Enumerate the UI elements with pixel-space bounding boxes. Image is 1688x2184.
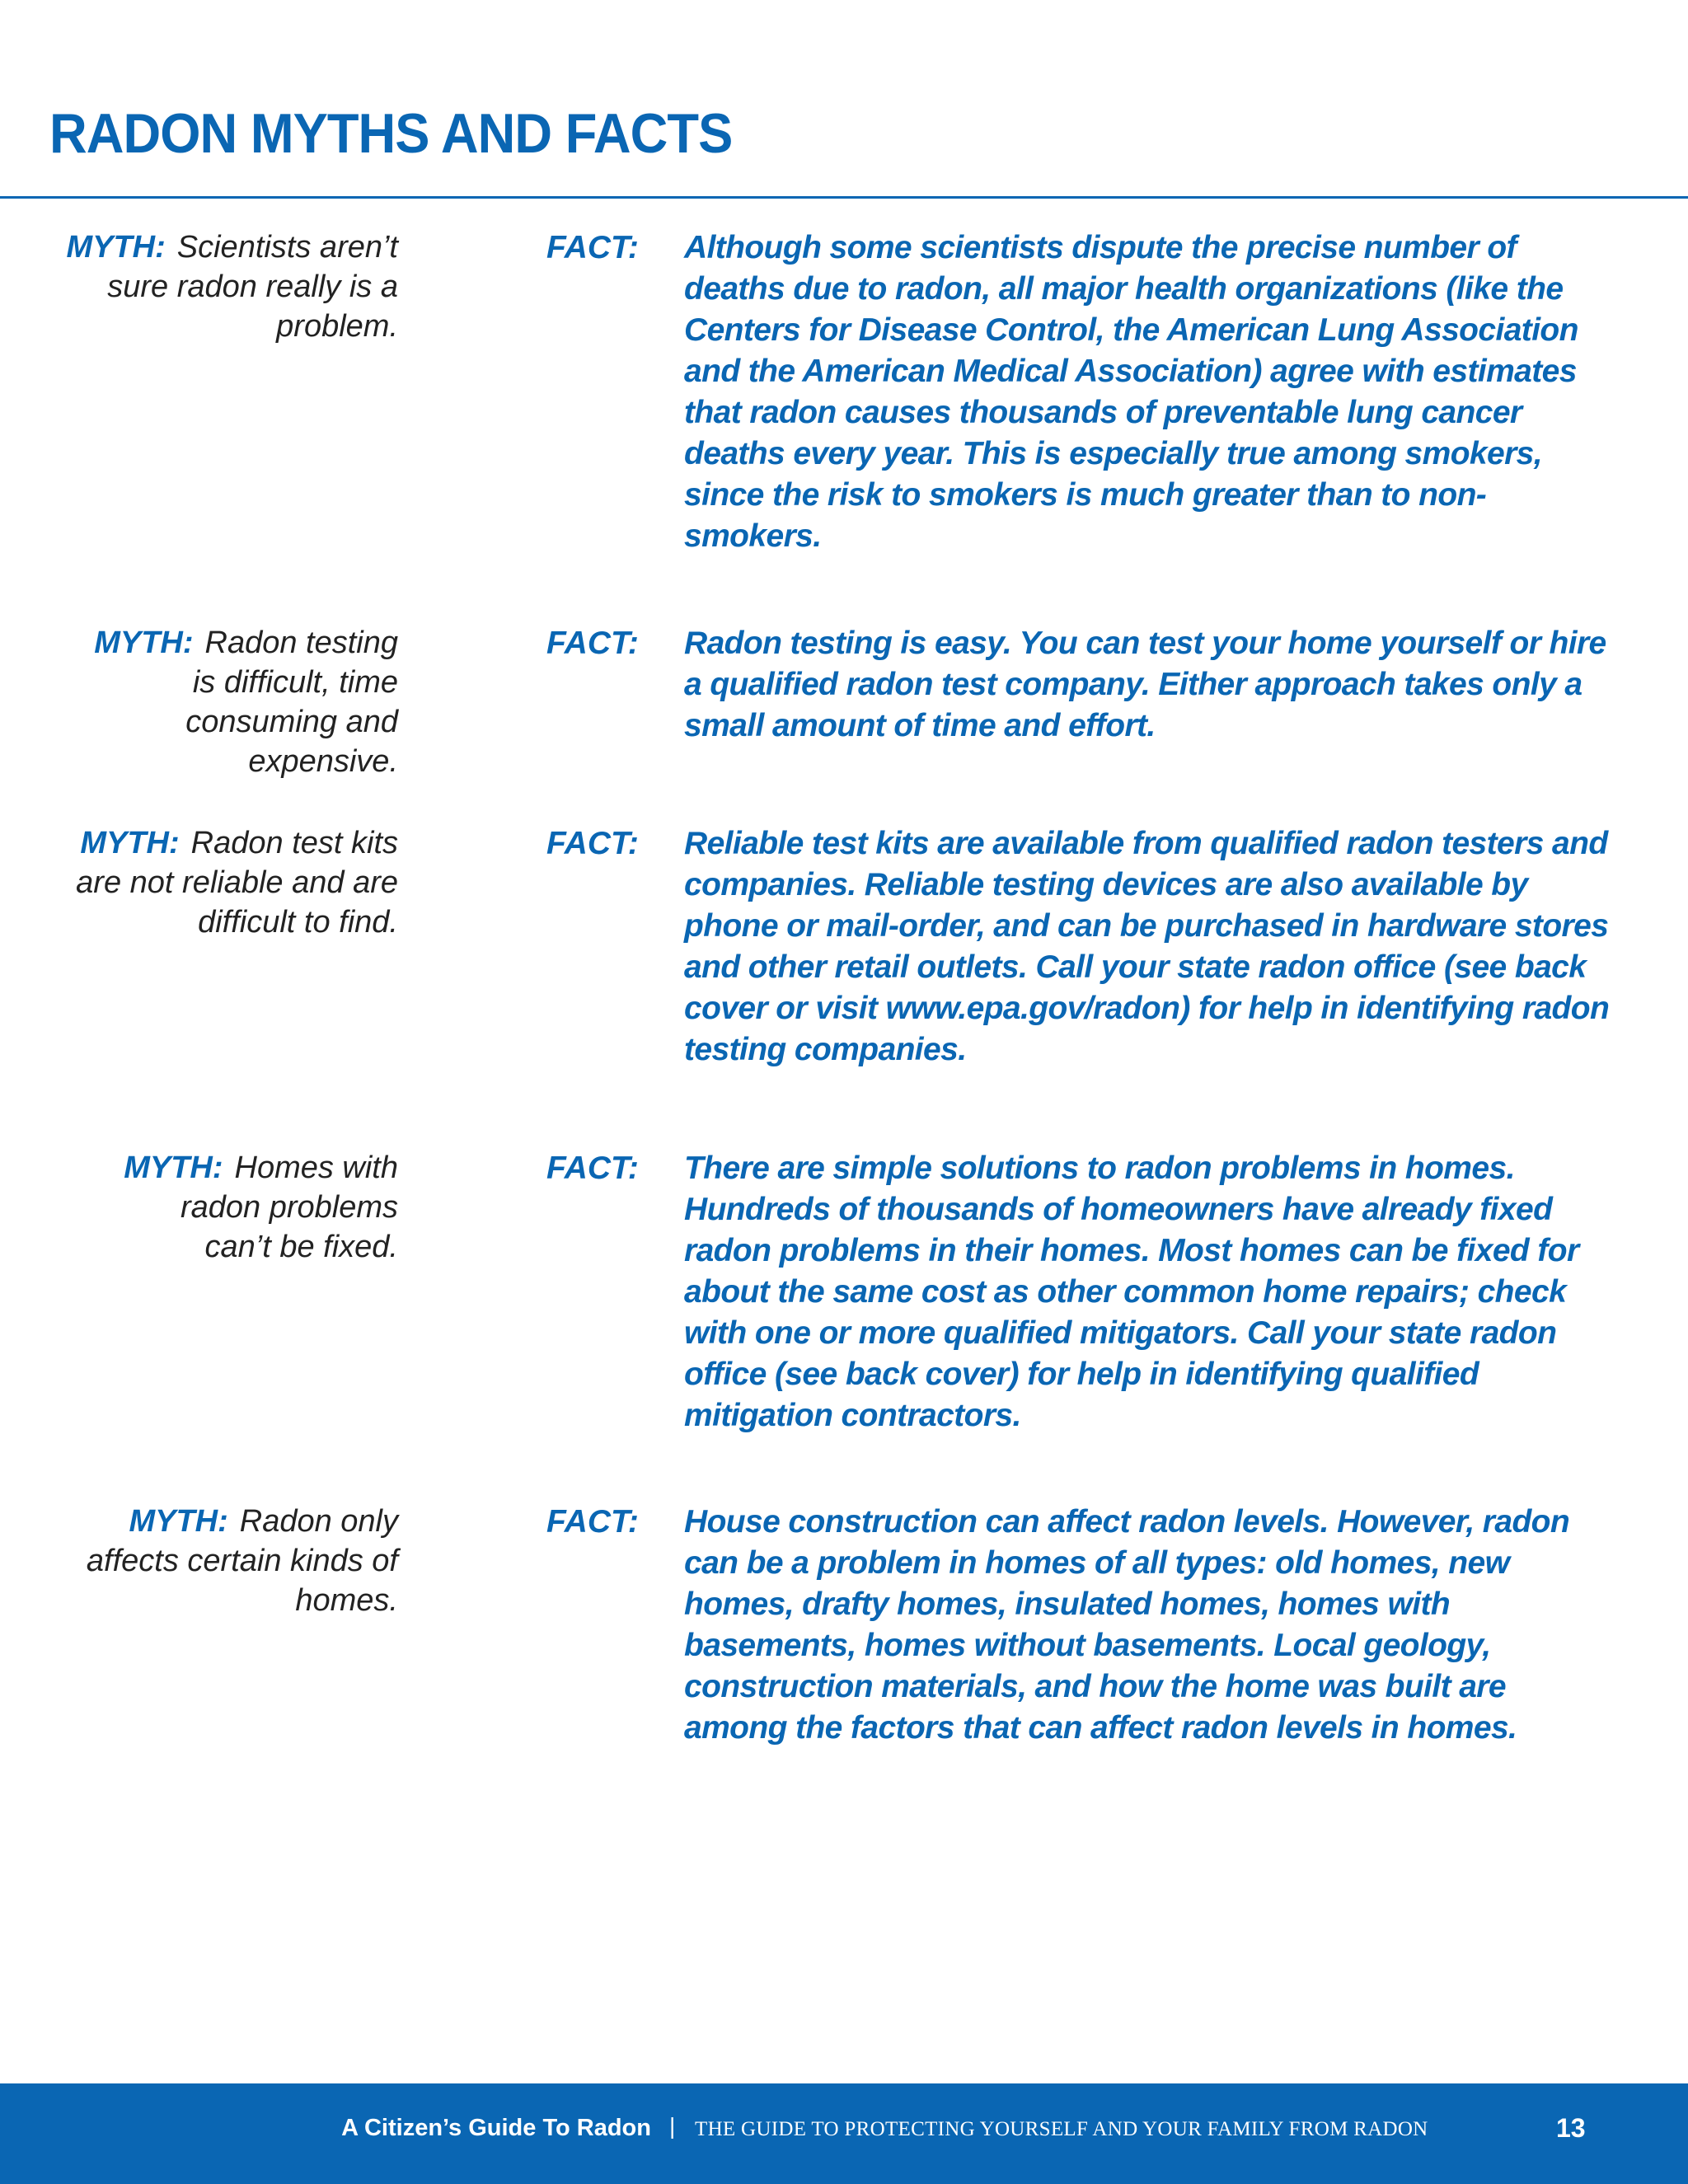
footer-band: [0, 2083, 1688, 2184]
footer-tagline: THE GUIDE TO PROTECTING YOURSELF AND YOUR FAMILY FROM RADON: [695, 2118, 1428, 2140]
fact-label: FACT:: [546, 230, 639, 265]
myth-text: Scientists aren’t sure radon really is a problem.: [107, 230, 398, 344]
fact-text: Radon testing is easy. You can test your home yourself or hire a qualified radon test company. Either approach takes only a small amount of time and effort.: [684, 626, 1606, 743]
fact-text: House construction can affect radon levels. However, radon can be a problem in homes of all types: old homes, new homes, drafty homes, insulated homes, homes with basements, homes without basements. Local geology, construction materials, and how the home was built are among the factors that can affect radon levels in homes.: [684, 1504, 1570, 1746]
myth-statement: [52, 227, 398, 346]
myth-label: MYTH:: [80, 826, 180, 860]
footer: [0, 2083, 1688, 2184]
fact-label: FACT:: [546, 826, 639, 861]
page-title: RADON MYTHS AND FACTS: [49, 102, 733, 165]
myth-text: Radon test kits are not reliable and are difficult to find.: [76, 826, 398, 940]
fact-text: Reliable test kits are available from qualified radon testers and companies. Reliable testing devices are also available by phone or mail-order, and can be purchased in hardware stores and other retail outlets. Call your state radon office (see back cover or visit www.epa.gov/radon) for help in identifying radon testing companies.: [684, 826, 1610, 1067]
myth-statement: [35, 1502, 398, 1620]
myth-label: MYTH:: [129, 1504, 228, 1539]
footer-separator: |: [669, 2113, 676, 2139]
myth-statement: [68, 623, 398, 781]
myth-label: MYTH:: [66, 230, 166, 265]
myth-label: MYTH:: [94, 626, 194, 660]
myth-statement: [44, 823, 398, 942]
fact-label: FACT:: [546, 1504, 639, 1540]
myth-statement: [118, 1148, 398, 1267]
fact-label: FACT:: [546, 1151, 639, 1186]
fact-text: There are simple solutions to radon problems in homes. Hundreds of thousands of homeowners have already fixed radon problems in their homes. Most homes can be fixed for about the same cost as other common home repairs; check with one or more qualified mitigators. Call your state radon office (see back cover) for help in identifying qualified mitigation contractors.: [684, 1151, 1579, 1433]
page-number: 13: [1556, 2113, 1586, 2143]
fact-label: FACT:: [546, 626, 639, 661]
fact-text: Although some scientists dispute the precise number of deaths due to radon, all major health organizations (like the Centers for Disease Control, the American Lung Association and the American Medical Association) agree with estimates that radon causes thousands of preventable lung cancer deaths every year. This is especially true among smokers, since the risk to smokers is much greater than to non-smokers.: [684, 230, 1578, 554]
footer-guide-title: A Citizen’s Guide To Radon: [341, 2115, 651, 2141]
myth-text: Radon testing is difficult, time consuming and expensive.: [185, 626, 398, 779]
title-divider: [0, 196, 1688, 199]
myth-text: Homes with radon problems can’t be fixed.: [180, 1151, 398, 1264]
myth-label: MYTH:: [124, 1151, 223, 1185]
myth-text: Radon only affects certain kinds of homes.: [86, 1504, 398, 1618]
